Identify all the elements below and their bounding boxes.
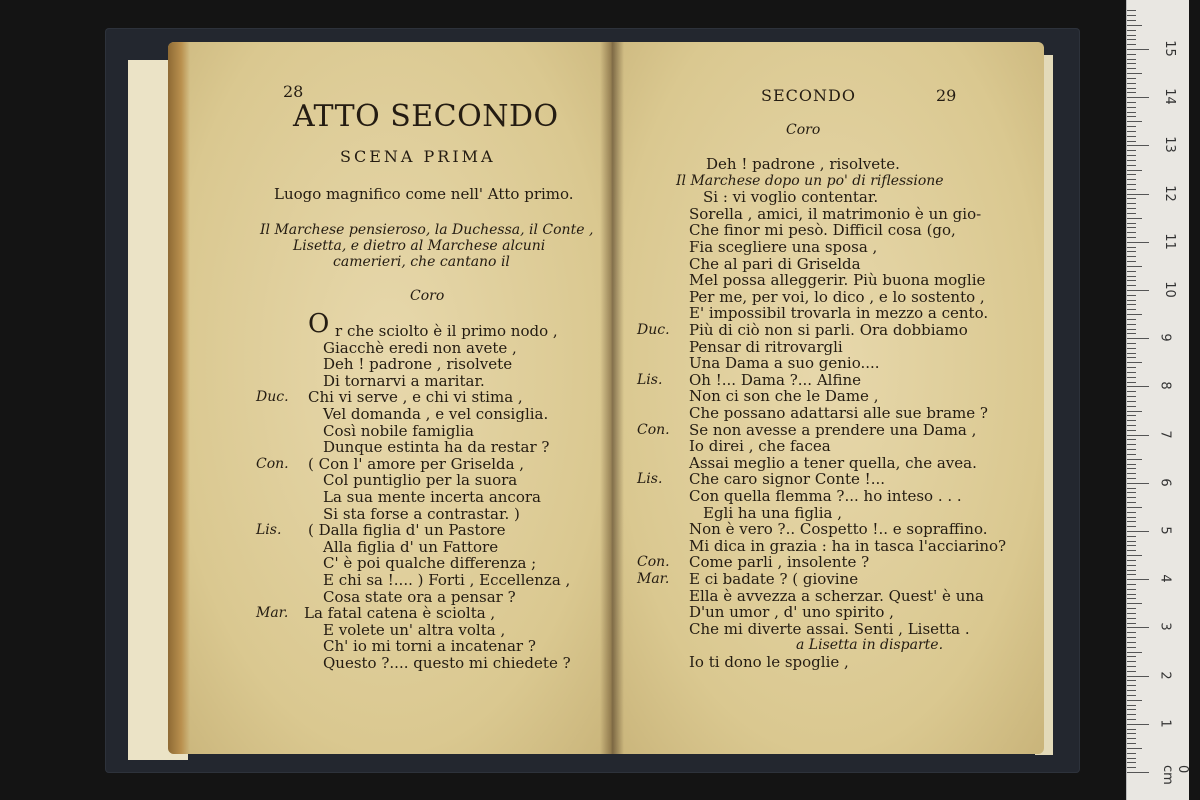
- verse-line: Se non avesse a prendere una Dama ,: [689, 421, 977, 439]
- ruler-tick: [1127, 560, 1136, 561]
- ruler-tick: [1127, 386, 1149, 387]
- ruler-label: 2: [1157, 671, 1173, 680]
- ruler-tick: [1127, 517, 1136, 518]
- ruler-tick: [1127, 126, 1136, 127]
- ruler-tick: [1127, 661, 1136, 662]
- ruler-tick: [1127, 497, 1136, 498]
- ruler-tick: [1127, 656, 1136, 657]
- ruler-label: 9: [1157, 333, 1173, 342]
- ruler-tick: [1127, 492, 1136, 493]
- verse-line: Così nobile famiglia: [323, 422, 474, 440]
- ruler-tick: [1127, 526, 1136, 527]
- ruler-tick: [1127, 382, 1136, 383]
- ruler-tick: [1127, 319, 1136, 320]
- verse-line: Assai meglio a tener quella, che avea.: [689, 454, 977, 472]
- ruler-tick: [1127, 478, 1136, 479]
- ruler-tick: [1127, 276, 1136, 277]
- ruler-tick: [1127, 570, 1136, 571]
- ruler-tick: [1127, 536, 1136, 537]
- verse-line: ( Con l' amore per Griselda ,: [308, 455, 525, 473]
- verse-line: Deh ! padrone , risolvete.: [706, 155, 900, 173]
- ruler-tick: [1127, 170, 1142, 171]
- ruler-tick: [1127, 772, 1149, 773]
- ruler-tick: [1127, 555, 1142, 556]
- verse-line: Si : vi voglio contentar.: [703, 188, 879, 206]
- verse-line: Che finor mi pesò. Difficil cosa (go,: [689, 221, 956, 239]
- ruler-tick: [1127, 271, 1136, 272]
- ruler-tick: [1127, 545, 1136, 546]
- ruler-tick: [1127, 724, 1149, 725]
- ruler-tick: [1127, 223, 1136, 224]
- ruler-label: 6: [1157, 478, 1173, 487]
- ruler-tick: [1127, 78, 1136, 79]
- ruler-tick: [1127, 309, 1136, 310]
- ruler-tick: [1127, 362, 1142, 363]
- ruler-tick: [1127, 695, 1136, 696]
- ruler-tick: [1127, 411, 1142, 412]
- verse-line: Di tornarvi a maritar.: [323, 372, 485, 390]
- ruler-tick: [1127, 464, 1136, 465]
- verse-line: ( Dalla figlia d' un Pastore: [308, 521, 506, 539]
- coro-label: Coro: [786, 122, 821, 138]
- ruler-tick: [1127, 44, 1136, 45]
- ruler-tick: [1127, 73, 1142, 74]
- ruler-tick: [1127, 454, 1136, 455]
- right-page: [611, 42, 1044, 754]
- ruler-tick: [1127, 121, 1142, 122]
- ruler-tick: [1127, 92, 1136, 93]
- ruler-tick: [1127, 102, 1136, 103]
- page-edge: [168, 42, 190, 754]
- drop-cap: O: [308, 309, 330, 339]
- verse-line: Col puntiglio per la suora: [323, 471, 518, 489]
- ruler-tick: [1127, 179, 1136, 180]
- ruler-tick: [1127, 425, 1136, 426]
- ruler-tick: [1127, 251, 1136, 252]
- ruler-tick: [1127, 338, 1149, 339]
- ruler-tick: [1127, 401, 1136, 402]
- ruler-tick: [1127, 598, 1136, 599]
- ruler-tick: [1127, 97, 1149, 98]
- verse-line: Per me, per voi, lo dico , e lo sostento ,: [689, 288, 985, 306]
- verse-line: Mi dica in grazia : ha in tasca l'acciarino?: [689, 537, 1007, 555]
- ruler-label: 4: [1157, 574, 1173, 583]
- setting-line: Luogo magnifico come nell' Atto primo.: [274, 185, 574, 203]
- ruler-tick: [1127, 690, 1136, 691]
- speaker-label: Lis.: [256, 522, 282, 538]
- verse-line: Che al pari di Griselda: [689, 255, 861, 273]
- ruler-tick: [1127, 136, 1136, 137]
- verse-line: Più di ciò non si parli. Ora dobbiamo: [689, 321, 968, 339]
- verse-line: Oh !... Dama ?... Alfine: [689, 371, 862, 389]
- page-number: 28: [283, 82, 304, 101]
- ruler-tick: [1127, 531, 1149, 532]
- verse-line: Egli ha una figlia ,: [703, 504, 842, 522]
- ruler-tick: [1127, 680, 1136, 681]
- ruler-tick: [1127, 435, 1149, 436]
- ruler-tick: [1127, 396, 1136, 397]
- ruler-tick: [1127, 705, 1136, 706]
- verse-line: Alla figlia d' un Fattore: [323, 538, 499, 556]
- ruler-tick: [1127, 541, 1136, 542]
- ruler-tick: [1127, 748, 1142, 749]
- act-title: ATTO SECONDO: [293, 99, 559, 134]
- ruler-label: 8: [1157, 381, 1173, 390]
- ruler-tick: [1127, 415, 1136, 416]
- ruler-tick: [1127, 300, 1136, 301]
- ruler-tick: [1127, 174, 1136, 175]
- ruler-tick: [1127, 35, 1136, 36]
- ruler-tick: [1127, 502, 1136, 503]
- ruler-tick: [1127, 285, 1136, 286]
- ruler-tick: [1127, 372, 1136, 373]
- ruler-tick: [1127, 88, 1136, 89]
- ruler-tick: [1127, 439, 1136, 440]
- speaker-label: Lis.: [637, 372, 663, 388]
- ruler-tick: [1127, 15, 1136, 16]
- ruler-label: 5: [1157, 526, 1173, 535]
- verse-line: Dunque estinta ha da restar ?: [323, 438, 550, 456]
- measuring-ruler: [1126, 0, 1189, 800]
- ruler-tick: [1127, 676, 1149, 677]
- verse-line: E volete un' altra volta ,: [323, 621, 506, 639]
- speaker-label: Duc.: [256, 389, 289, 405]
- ruler-tick: [1127, 189, 1136, 190]
- ruler-tick: [1127, 290, 1149, 291]
- ruler-tick: [1127, 256, 1136, 257]
- ruler-label: 1: [1157, 719, 1173, 728]
- ruler-tick: [1127, 579, 1149, 580]
- ruler-tick: [1127, 266, 1142, 267]
- ruler-tick: [1127, 574, 1136, 575]
- ruler-tick: [1127, 353, 1136, 354]
- ruler-tick: [1127, 637, 1136, 638]
- ruler-tick: [1127, 145, 1149, 146]
- ruler-label: 10: [1161, 281, 1177, 298]
- stage-direction-line: Lisetta, e dietro al Marchese alcuni: [293, 238, 546, 254]
- verse-line: Io direi , che facea: [689, 437, 831, 455]
- ruler-tick: [1127, 719, 1136, 720]
- ruler-label: 0 cm: [1160, 765, 1190, 785]
- ruler-tick: [1127, 618, 1136, 619]
- stage-direction-line: camerieri, che cantano il: [333, 254, 510, 270]
- ruler-tick: [1127, 671, 1136, 672]
- book-gutter: [600, 42, 624, 754]
- speaker-label: Mar.: [637, 571, 670, 587]
- verse-line: Pensar di ritrovargli: [689, 338, 843, 356]
- verse-line: D'un umor , d' uno spirito ,: [689, 603, 894, 621]
- ruler-tick: [1127, 20, 1136, 21]
- stage-direction-line: Il Marchese pensieroso, la Duchessa, il Conte ,: [260, 222, 594, 238]
- ruler-tick: [1127, 232, 1136, 233]
- ruler-tick: [1127, 729, 1136, 730]
- ruler-tick: [1127, 743, 1136, 744]
- verse-line: Questo ?.... questo mi chiedete ?: [323, 654, 571, 672]
- verse-line: Non è vero ?.. Cospetto !.. e sopraffino.: [689, 520, 988, 538]
- ruler-tick: [1127, 420, 1136, 421]
- ruler-tick: [1127, 141, 1136, 142]
- verse-line: Si sta forse a contrastar. ): [323, 505, 520, 523]
- ruler-tick: [1127, 324, 1136, 325]
- ruler-label: 11: [1161, 233, 1177, 250]
- ruler-tick: [1127, 449, 1136, 450]
- speaker-label: Duc.: [637, 322, 670, 338]
- verse-line: Ch' io mi torni a incatenar ?: [323, 637, 536, 655]
- ruler-tick: [1127, 59, 1136, 60]
- speaker-label: Con.: [256, 456, 289, 472]
- ruler-tick: [1127, 237, 1136, 238]
- ruler-tick: [1127, 107, 1136, 108]
- ruler-tick: [1127, 367, 1136, 368]
- ruler-tick: [1127, 714, 1136, 715]
- ruler-tick: [1127, 642, 1136, 643]
- ruler-tick: [1127, 589, 1136, 590]
- ruler-tick: [1127, 304, 1136, 305]
- ruler-tick: [1127, 343, 1136, 344]
- speaker-label: Lis.: [637, 471, 663, 487]
- ruler-tick: [1127, 652, 1142, 653]
- ruler-tick: [1127, 700, 1142, 701]
- verse-line: Deh ! padrone , risolvete: [323, 355, 513, 373]
- ruler-tick: [1127, 627, 1149, 628]
- ruler-tick: [1127, 647, 1136, 648]
- speaker-label: Con.: [637, 422, 670, 438]
- ruler-tick: [1127, 295, 1136, 296]
- ruler-tick: [1127, 608, 1136, 609]
- verse-line: Una Dama a suo genio....: [689, 354, 880, 372]
- ruler-label: 14: [1161, 88, 1177, 105]
- verse-line: Sorella , amici, il matrimonio è un gio-: [689, 205, 982, 223]
- ruler-tick: [1127, 733, 1136, 734]
- verse-line: C' è poi qualche differenza ;: [323, 554, 537, 572]
- ruler-label: 3: [1157, 622, 1173, 631]
- ruler-tick: [1127, 160, 1136, 161]
- verse-line: Che caro signor Conte !...: [689, 470, 885, 488]
- ruler-tick: [1127, 25, 1142, 26]
- ruler-tick: [1127, 242, 1149, 243]
- speaker-label: Con.: [637, 554, 670, 570]
- ruler-tick: [1127, 512, 1136, 513]
- ruler-tick: [1127, 391, 1136, 392]
- verse-line: r che sciolto è il primo nodo ,: [335, 322, 558, 340]
- verse-line: E' impossibil trovarla in mezzo a cento.: [689, 304, 989, 322]
- ruler-label: 15: [1161, 40, 1177, 57]
- verse-line: a Lisetta in disparte.: [796, 637, 944, 653]
- verse-line: La fatal catena è sciolta ,: [304, 604, 496, 622]
- ruler-tick: [1127, 247, 1136, 248]
- ruler-tick: [1127, 753, 1136, 754]
- ruler-tick: [1127, 488, 1136, 489]
- ruler-tick: [1127, 63, 1136, 64]
- verse-line: Giacchè eredi non avete ,: [323, 339, 517, 357]
- ruler-tick: [1127, 430, 1136, 431]
- verse-line: Vel domanda , e vel consiglia.: [323, 405, 549, 423]
- ruler-tick: [1127, 550, 1136, 551]
- verse-line: E chi sa !.... ) Forti , Eccellenza ,: [323, 571, 571, 589]
- verse-line: Non ci son che le Dame ,: [689, 387, 879, 405]
- ruler-tick: [1127, 685, 1136, 686]
- ruler-tick: [1127, 507, 1142, 508]
- ruler-tick: [1127, 227, 1136, 228]
- ruler-tick: [1127, 709, 1136, 710]
- ruler-tick: [1127, 565, 1136, 566]
- ruler-tick: [1127, 473, 1136, 474]
- verse-line: Ella è avvezza a scherzar. Quest' è una: [689, 587, 984, 605]
- ruler-tick: [1127, 314, 1142, 315]
- ruler-tick: [1127, 758, 1136, 759]
- ruler-tick: [1127, 208, 1136, 209]
- verse-line: E ci badate ? ( giovine: [689, 570, 859, 588]
- ruler-tick: [1127, 194, 1149, 195]
- verse-line: Come parli , insolente ?: [689, 553, 870, 571]
- verse-line: Io ti dono le spoglie ,: [689, 653, 849, 671]
- ruler-tick: [1127, 459, 1142, 460]
- verse-line: Chi vi serve , e chi vi stima ,: [308, 388, 523, 406]
- speaker-label: Mar.: [256, 605, 289, 621]
- page-number: 29: [936, 86, 957, 105]
- ruler-tick: [1127, 165, 1136, 166]
- verse-line: Cosa state ora a pensar ?: [323, 588, 516, 606]
- ruler-tick: [1127, 68, 1136, 69]
- running-head: SECONDO: [761, 86, 856, 105]
- ruler-tick: [1127, 333, 1136, 334]
- ruler-tick: [1127, 767, 1136, 768]
- ruler-tick: [1127, 203, 1136, 204]
- verse-line: Mel possa alleggerir. Più buona moglie: [689, 271, 986, 289]
- ruler-tick: [1127, 39, 1136, 40]
- ruler-label: 12: [1161, 185, 1177, 202]
- verse-line: Il Marchese dopo un po' di riflessione: [676, 173, 944, 189]
- ruler-tick: [1127, 468, 1136, 469]
- verse-line: Con quella flemma ?... ho inteso . . .: [689, 487, 962, 505]
- ruler-tick: [1127, 444, 1136, 445]
- ruler-tick: [1127, 584, 1136, 585]
- ruler-label: 13: [1161, 136, 1177, 153]
- ruler-tick: [1127, 613, 1136, 614]
- ruler-tick: [1127, 632, 1136, 633]
- ruler-tick: [1127, 184, 1136, 185]
- verse-line: La sua mente incerta ancora: [323, 488, 541, 506]
- ruler-tick: [1127, 357, 1136, 358]
- left-page: [168, 42, 611, 754]
- ruler-tick: [1127, 30, 1136, 31]
- verse-line: Che mi diverte assai. Senti , Lisetta .: [689, 620, 970, 638]
- ruler-tick: [1127, 131, 1136, 132]
- ruler-tick: [1127, 155, 1136, 156]
- coro-label: Coro: [410, 288, 445, 304]
- ruler-tick: [1127, 623, 1136, 624]
- ruler-tick: [1127, 348, 1136, 349]
- ruler-tick: [1127, 483, 1149, 484]
- ruler-tick: [1127, 198, 1136, 199]
- ruler-tick: [1127, 49, 1149, 50]
- ruler-tick: [1127, 603, 1142, 604]
- ruler-tick: [1127, 521, 1136, 522]
- ruler-tick: [1127, 406, 1136, 407]
- ruler-tick: [1127, 54, 1136, 55]
- ruler-tick: [1127, 116, 1136, 117]
- ruler-tick: [1127, 261, 1136, 262]
- ruler-tick: [1127, 377, 1136, 378]
- verse-line: Che possano adattarsi alle sue brame ?: [689, 404, 988, 422]
- ruler-tick: [1127, 738, 1136, 739]
- ruler-tick: [1127, 666, 1136, 667]
- ruler-tick: [1127, 218, 1142, 219]
- ruler-tick: [1127, 112, 1136, 113]
- verse-line: Fia scegliere una sposa ,: [689, 238, 878, 256]
- ruler-label: 7: [1157, 430, 1173, 439]
- ruler-tick: [1127, 213, 1136, 214]
- ruler-tick: [1127, 594, 1136, 595]
- scene-heading: SCENA PRIMA: [340, 147, 496, 166]
- ruler-tick: [1127, 329, 1136, 330]
- ruler-tick: [1127, 10, 1136, 11]
- ruler-tick: [1127, 83, 1136, 84]
- ruler-tick: [1127, 762, 1136, 763]
- ruler-tick: [1127, 150, 1136, 151]
- ruler-tick: [1127, 280, 1136, 281]
